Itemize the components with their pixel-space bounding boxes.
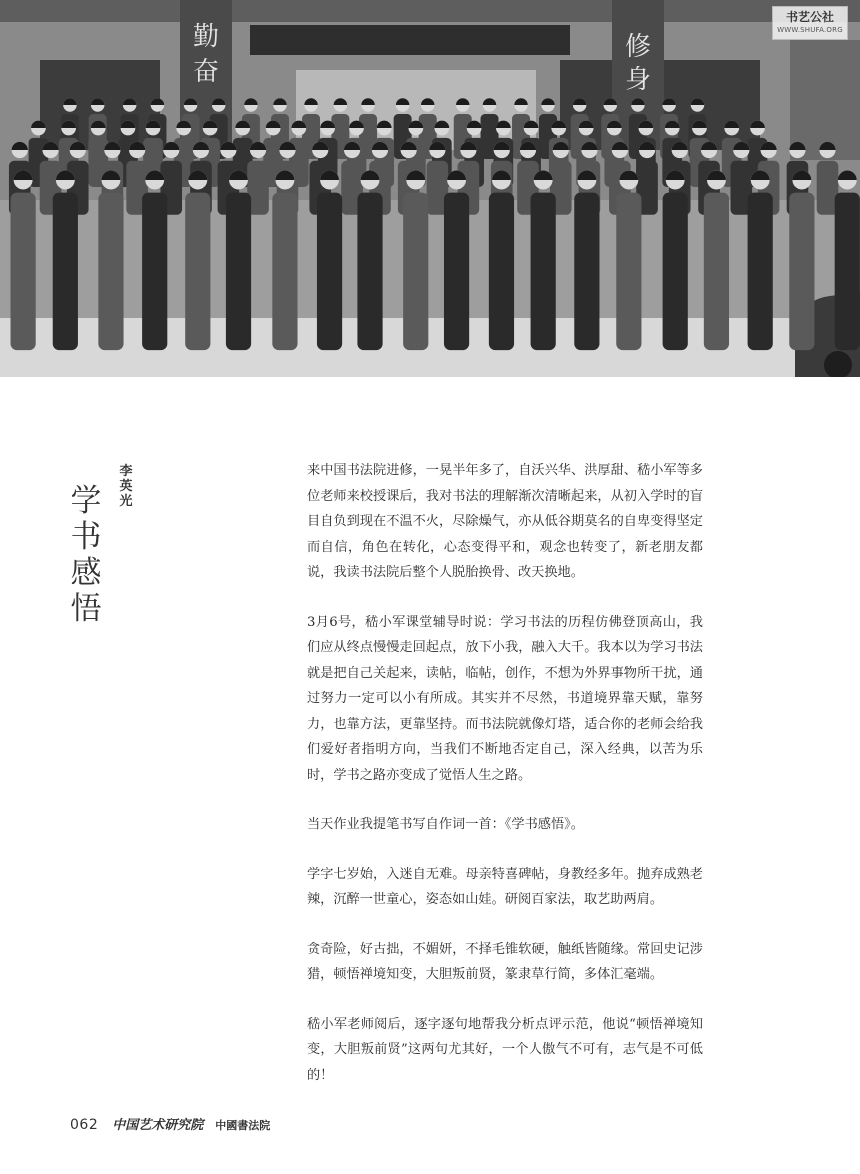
page-footer <box>70 1114 270 1134</box>
person-figure <box>226 171 251 351</box>
person-figure <box>403 171 428 351</box>
group-photo <box>0 0 860 377</box>
person-figure <box>616 171 641 351</box>
poem-stanza-2: 贪奇险，好古拙，不媚妍，不择毛锥软硬，触纸皆随缘。常回史记涉猎，顿悟禅境知变，大胆叛前贤，篆隶草行简，多体汇毫端。 <box>307 941 703 982</box>
person-figure <box>704 171 729 351</box>
article-body <box>307 458 703 1112</box>
site-watermark <box>772 6 848 40</box>
paragraph-6: 嵇小军老师阅后，逐字逐句地帮我分析点评示范，他说“顿悟禅境知变，大胆叛前贤”这两句尤其好，一个人傲气不可有，志气是不可低的！ <box>307 1016 703 1083</box>
person-figure <box>444 171 469 351</box>
person-figure <box>11 171 36 351</box>
paragraph-1: 来中国书法院进修，一晃半年多了，自沃兴华、洪厚甜、嵇小军等多位老师来校授课后，我对书法的理解渐次清晰起来，从初入学时的盲目自负到现在不温不火，尽除燥气，亦从低谷期莫名的自卑变得坚定而自信，角色在转化，心态变得平和，观念也转变了，新老朋友都说，我读书法院后整个人脱胎换骨、改天换地。 <box>307 463 703 580</box>
banner-left-char-1: 勤 <box>192 22 220 52</box>
person-figure <box>185 171 210 351</box>
person-figure <box>489 171 514 351</box>
person-figure <box>98 171 123 351</box>
person-figure <box>835 171 860 351</box>
person-figure <box>748 171 773 351</box>
publication-name: 中国艺术研究院 <box>112 1118 204 1133</box>
paragraph-3: 当天作业我提笔书写自作词一首：《学书感悟》。 <box>307 817 584 832</box>
banner-left-char-2: 奋 <box>192 57 220 87</box>
watermark-logo: 书艺公社 <box>785 10 834 24</box>
person-figure <box>663 171 688 351</box>
person-figure <box>357 171 382 351</box>
person-figure <box>272 171 297 351</box>
banner-right-char-1: 修 <box>624 32 652 62</box>
group-photo-illustration <box>0 0 860 377</box>
banner-right-char-2: 身 <box>624 65 652 95</box>
person-figure <box>574 171 599 351</box>
person-figure <box>317 171 342 351</box>
person-figure <box>53 171 78 351</box>
page-number: 062 <box>70 1117 99 1133</box>
article-title: 学书感悟 <box>70 482 102 627</box>
article-author: 李英光 <box>119 464 133 509</box>
watermark-url: WWW.SHUFA.ORG <box>777 26 843 34</box>
person-figure <box>142 171 167 351</box>
person-figure <box>531 171 556 351</box>
paragraph-2: 3月6号，嵇小军课堂辅导时说：学习书法的历程仿佛登顶高山，我们应从终点慢慢走回起点，放下小我，融入大千。我本以为学习书法就是把自己关起来，读帖，临帖，创作，不想为外界事物所干扰，通过努力一定可以小有所成。其实并不尽然，书道境界靠天赋，靠努力，也靠方法，更靠坚持。而书法院就像灯塔，适合你的老师会给我们爱好者指明方向，当我们不断地否定自己，深入经典，以苦为乐时，学书之路亦变成了觉悟人生之路。 <box>307 614 703 783</box>
person-figure <box>789 171 814 351</box>
publication-subtitle: 中國書法院 <box>215 1119 271 1132</box>
poem-stanza-1: 学字七岁始，入迷自无难。母亲特喜碑帖，身教经多年。抛弃成熟老辣，沉醉一世童心，姿态如山娃。研阅百家法，取艺助两肩。 <box>307 866 703 907</box>
